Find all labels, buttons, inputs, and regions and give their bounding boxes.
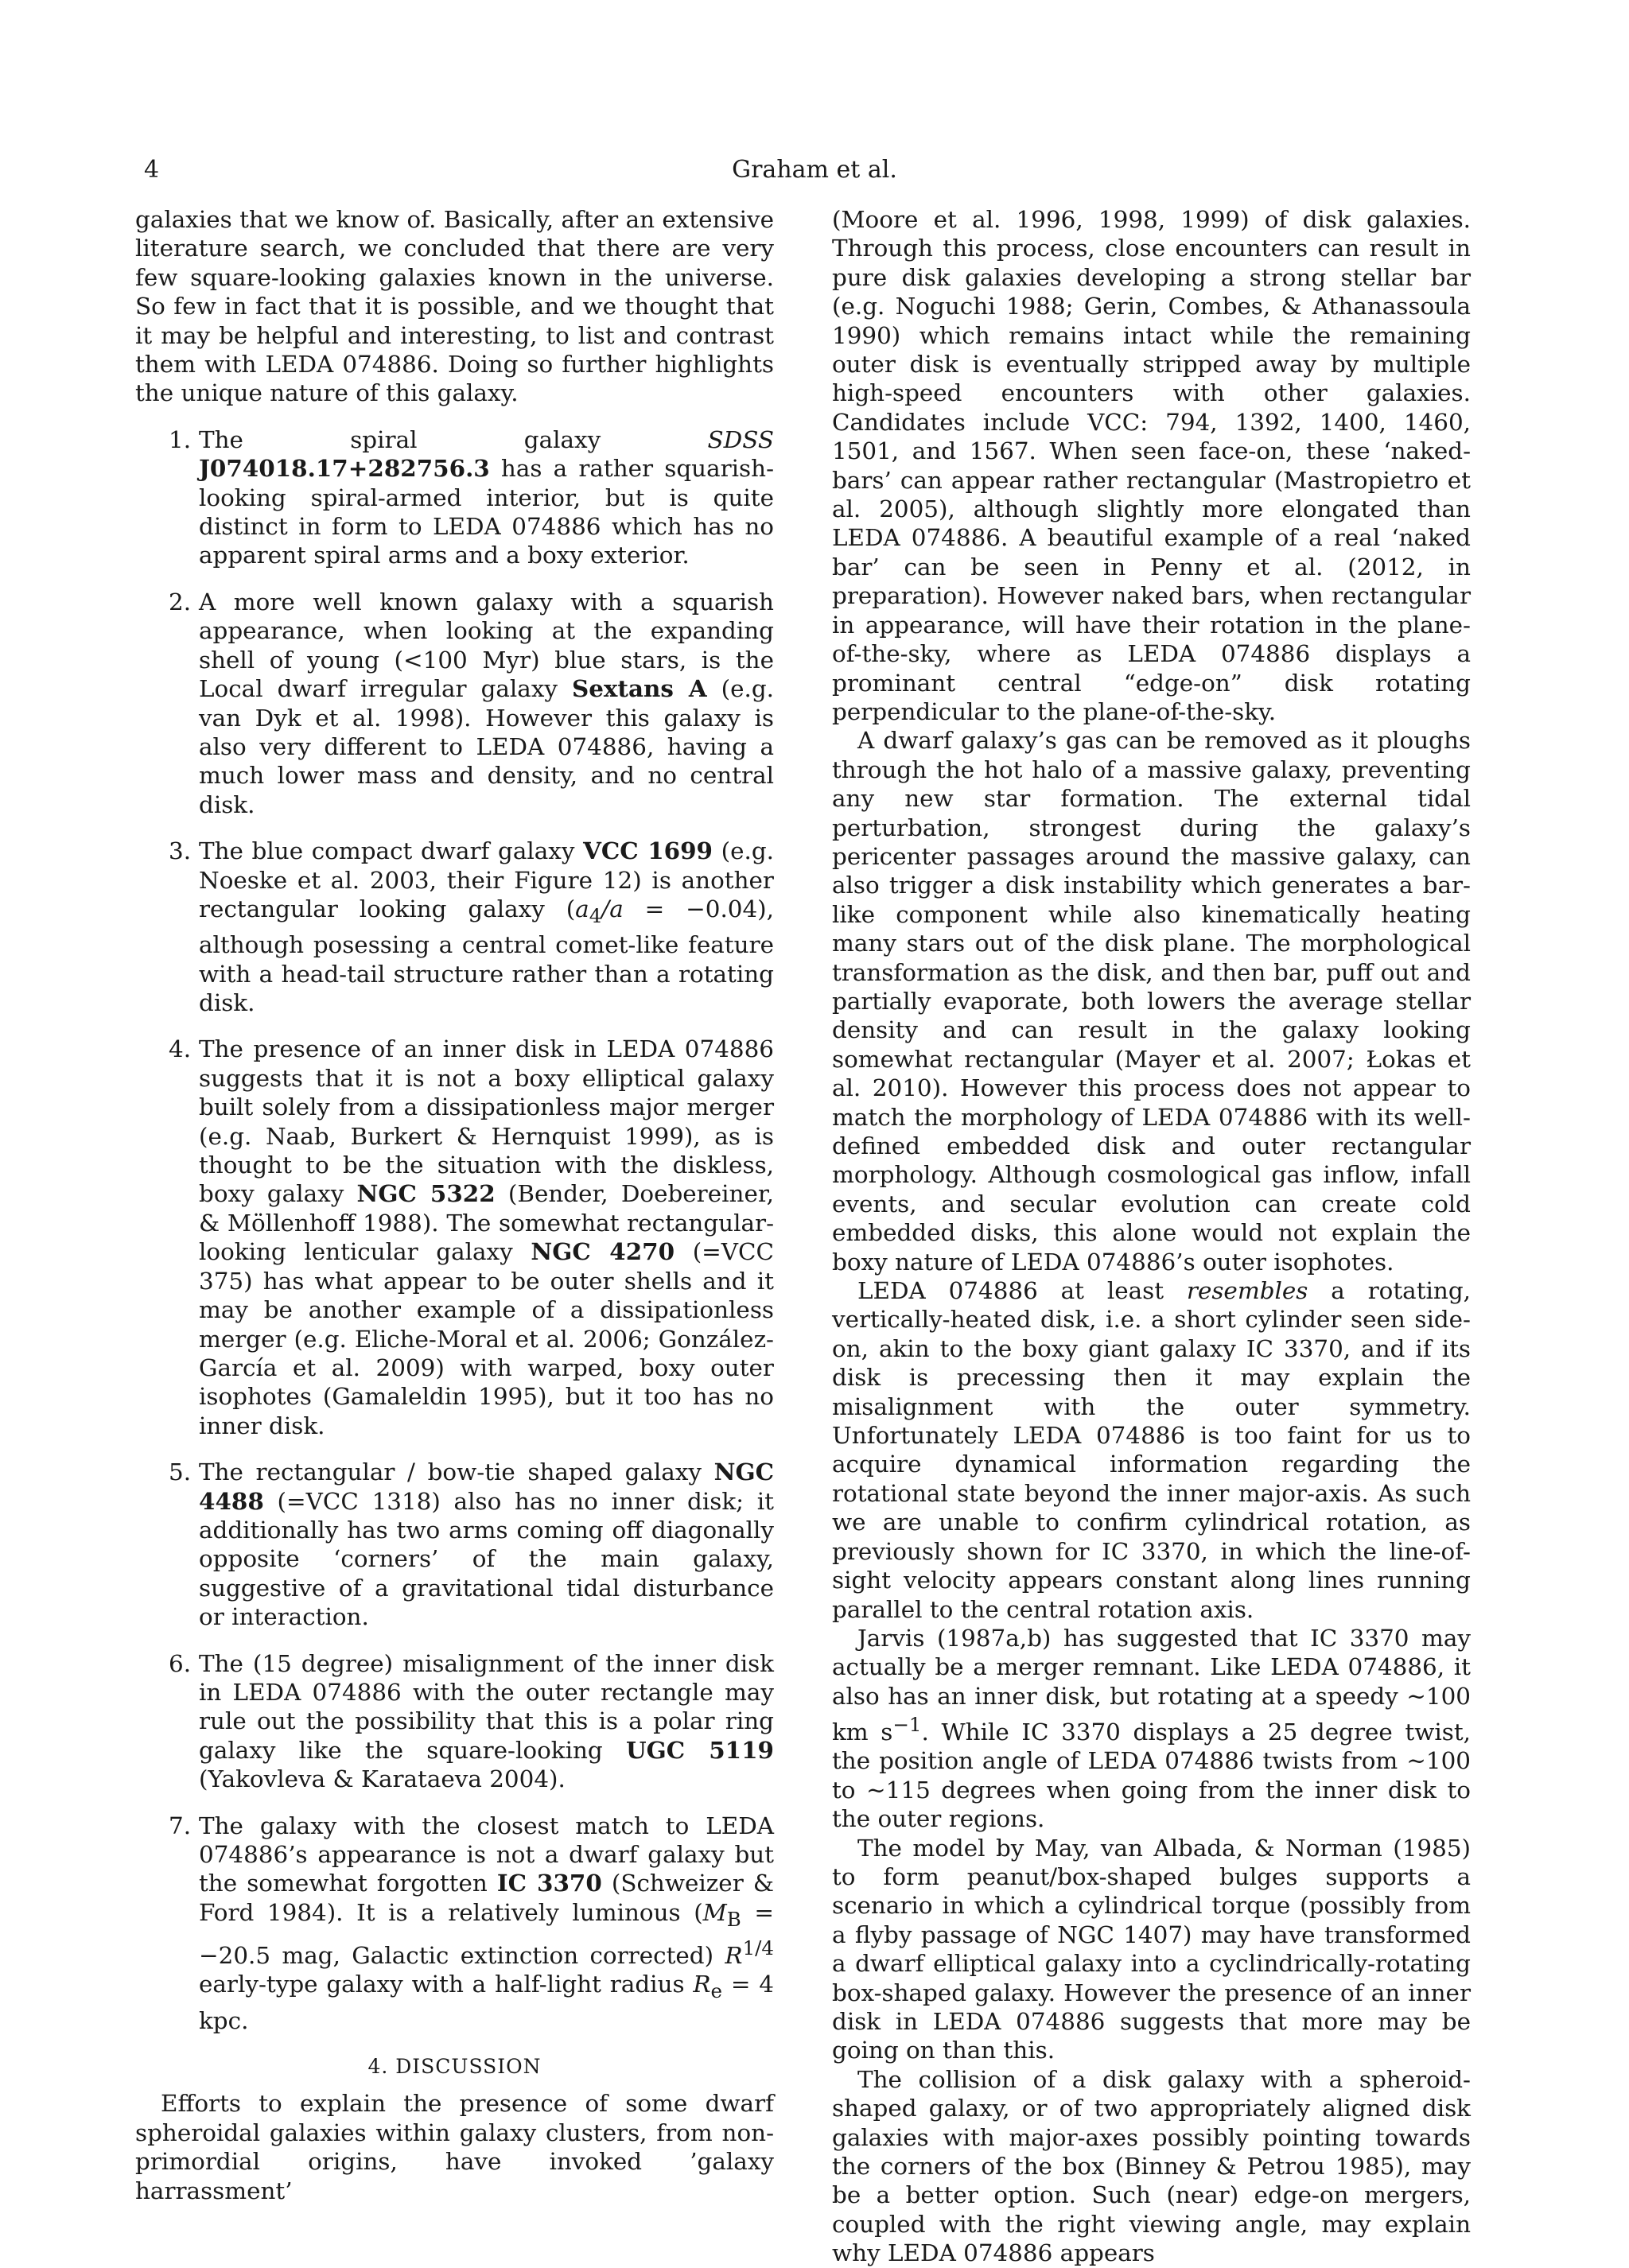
paragraph: A dwarf galaxy’s gas can be removed as it ploughs through the hot halo of a massive galaxy, preventing any new star formation. The external tidal perturbation, strongest during the galaxy’s pericenter passages around the massive galaxy, can also trigger a disk instability which generates a bar-like component while also kinematically heating many stars out of the disk plane. The morphological transformation as the disk, and then bar, puff out and partially evaporate, both lowers the average stellar density and can result in the galaxy looking somewhat rectangular (Mayer et al. 2007; Łokas et al. 2010). However this process does not appear to match the morphology of LEDA 074886 with its well-defined embedded disk and outer rectangular morphology. Although cosmological gas inflow, infall events, and secular evolution can create cold embedded disks, this alone would not explain the boxy nature of LEDA 074886’s outer isophotes. — [832, 727, 1471, 1276]
paragraph: The model by May, van Albada, & Norman (1985) to form peanut/box-shaped bulges supports a scenario in which a cylindrical torque (possibly from a flyby passage of NGC 1407) may have transformed a dwarf elliptical galaxy into a cyclindrically-rotating box-shaped galaxy. However the presence of an inner disk in LEDA 074886 suggests that more may be going on than this. — [832, 1834, 1471, 2064]
paragraph: (Moore et al. 1996, 1998, 1999) of disk galaxies. Through this process, close encounters can result in pure disk galaxies developing a strong stellar bar (e.g. Noguchi 1988; Gerin, Combes, & Athanassoula 1990) which remains intact while the remaining outer disk is eventually stripped away by multiple high-speed encounters with other galaxies. Candidates include VCC: 794, 1392, 1400, 1460, 1501, and 1567. When seen face-on, these ‘naked-bars’ can appear rather rectangular (Mastropietro et al. 2005), although slightly more elongated than LEDA 074886. A beautiful example of a real ‘naked bar’ can be seen in Penny et al. (2012, in preparation). However naked bars, when rectangular in appearance, will have their rotation in the plane-of-the-sky, where as LEDA 074886 displays a prominant central “edge-on” disk rotating perpendicular to the plane-of-the-sky. — [832, 206, 1471, 725]
right-column — [832, 205, 1471, 2268]
section-heading: 4. DISCUSSION — [367, 2054, 542, 2078]
running-head: Graham et al. — [732, 156, 897, 184]
left-column — [135, 205, 774, 2205]
paragraph: LEDA 074886 at least resembles a rotating, vertically-heated disk, i.e. a short cylinder seen side-on, akin to the boxy giant galaxy IC 3370, and if its disk is precessing then it may explain the misalignment with the outer symmetry. Unfortunately LEDA 074886 is too faint for us to acquire dynamical information regarding the rotational state beyond the inner major-axis. As such we are unable to confirm cylindrical rotation, as previously shown for IC 3370, in which the line-of-sight velocity appears constant along lines running parallel to the central rotation axis. — [832, 1277, 1471, 1623]
list-item: 1. The spiral galaxy SDSS J074018.17+282756.3 has a rather squarish-looking spiral-armed interior, but is quite distinct in form to LEDA 074886 which has no apparent spiral arms and a boxy exterior. — [169, 425, 774, 569]
list-item: 2. A more well known galaxy with a squarish appearance, when looking at the expanding shell of young (<100 Myr) blue stars, is the Local dwarf irregular galaxy Sextans A (e.g. van Dyk et al. 1998). However this galaxy is also very different to LEDA 074886, having a much lower mass and density, and no central disk. — [169, 588, 774, 818]
list-item: 3. The blue compact dwarf galaxy VCC 1699 (e.g. Noeske et al. 2003, their Figure 12) is another rectangular looking galaxy $(a_4/a = -0.04)$, although posessing a central comet-like feature with a head-tail structure rather than a rotating disk. — [169, 837, 774, 1017]
list-item: 7. The galaxy with the closest match to LEDA 074886’s appearance is not a dwarf galaxy but the somewhat forgotten IC 3370 (Schweizer & Ford 1984). It is a relatively luminous ($M_B = -20.5$ mag, Galactic extinction corrected) $R^{1/4}$ early-type galaxy with a half-light radius $R_e = 4$ kpc. — [169, 1812, 774, 2034]
galaxy-list — [135, 425, 774, 2035]
discussion-paragraph: Efforts to explain the presence of some dwarf spheroidal galaxies within galaxy clusters, from non-primordial origins, have invoked ’galaxy harrassment’ — [135, 2090, 774, 2204]
list-item: 5. The rectangular / bow-tie shaped galaxy NGC 4488 (=VCC 1318) also has no inner disk; it additionally has two arms coming off diagonally opposite ‘corners’ of the main galaxy, suggestive of a gravitational tidal disturbance or interaction. — [169, 1458, 774, 1631]
list-item: 4. The presence of an inner disk in LEDA 074886 suggests that it is not a boxy elliptical galaxy built solely from a dissipationless major merger (e.g. Naab, Burkert & Hernquist 1999), as is thought to be the situation with the diskless, boxy galaxy NGC 5322 (Bender, Doebereiner, & Möllenhoff 1988). The somewhat rectangular-looking lenticular galaxy NGC 4270 (=VCC 375) has what appear to be outer shells and it may be another example of a dissipationless merger (e.g. Eliche-Moral et al. 2006; González-García et al. 2009) with warped, boxy outer isophotes (Gamaleldin 1995), but it too has no inner disk. — [169, 1035, 775, 1439]
paragraph: Jarvis (1987a,b) has suggested that IC 3370 may actually be a merger remnant. Like LEDA 074886, it also has an inner disk, but rotating at a speedy ∼100 km $s^{-1}$. While IC 3370 displays a 25 degree twist, the position angle of LEDA 074886 twists from ∼100 to ∼115 degrees when going from the inner disk to the outer regions. — [832, 1624, 1471, 1833]
intro-paragraph: galaxies that we know of. Basically, after an extensive literature search, we concluded that there are very few square-looking galaxies known in the universe. So few in fact that it is possible, and we thought that it may be helpful and interesting, to list and contrast them with LEDA 074886. Doing so further highlights the unique nature of this galaxy. — [135, 206, 774, 407]
list-item: 6. The (15 degree) misalignment of the inner disk in LEDA 074886 with the outer rectangle may rule out the possibility that this is a polar ring galaxy like the square-looking UGC 5119 (Yakovleva & Karataeva 2004). — [169, 1649, 775, 1793]
page-number: 4 — [144, 156, 160, 184]
paragraph: The collision of a disk galaxy with a spheroid-shaped galaxy, or of two appropriately aligned disk galaxies with major-axes possibly pointing towards the corners of the box (Binney & Petrou 1985), may be a better option. Such (near) edge-on mergers, coupled with the right viewing angle, may explain why LEDA 074886 appears — [832, 2065, 1471, 2267]
